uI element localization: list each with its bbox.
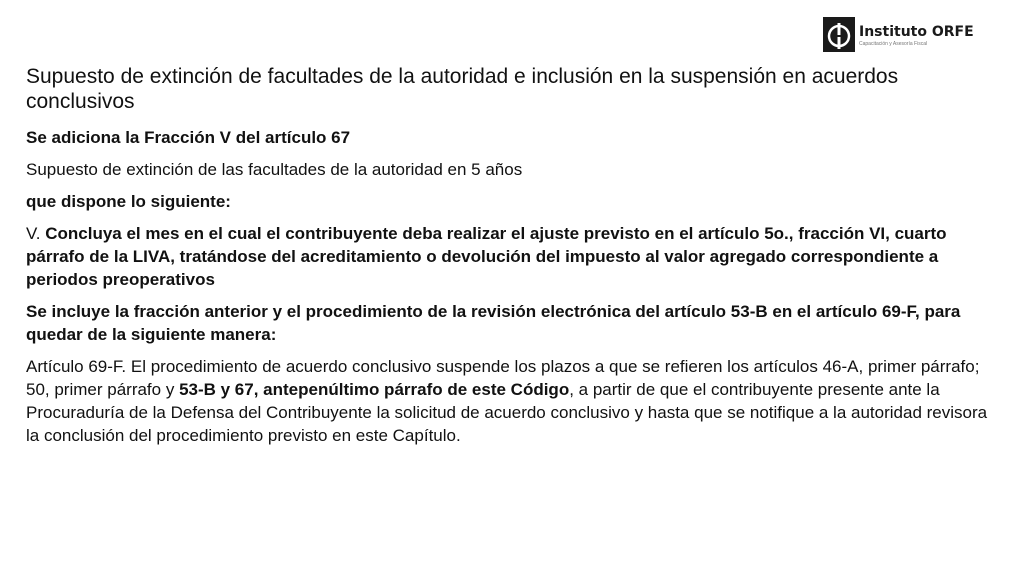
paragraph-inclusion: Se incluye la fracción anterior y el procedimiento de la revisión electrónica del artículo 53-B en el artículo 69-F, para quedar de la siguiente manera: — [26, 302, 961, 344]
fraction-v-prefix: V. — [26, 224, 46, 243]
fraction-v-body: Concluya el mes en el cual el contribuyente deba realizar el ajuste previsto en el artículo 5o., fracción VI, cuarto párrafo de la LIVA, tratándose del acreditamiento o devolución del impuesto al valor agregado correspondiente a periodos preoperativos — [26, 224, 947, 289]
logo-tagline: Capacitación y Asesoría Fiscal — [859, 41, 928, 47]
slide-title: Supuesto de extinción de facultades de la autoridad e inclusión en la suspensión en acuerdos conclusivos — [26, 65, 899, 113]
articulo-69f-bold: 53-B y 67, antepenúltimo párrafo de este Código — [179, 380, 570, 399]
articulo-69f-part1: Artículo 69-F. El procedimiento de acuerdo conclusivo suspende los plazos a que se refieren los artículos 46-A, primer párrafo; 50, primer párrafo y — [26, 357, 980, 399]
orfe-logo-icon — [823, 17, 855, 52]
institute-logo — [823, 17, 1013, 55]
paragraph-extincion: Supuesto de extinción de las facultades de la autoridad en 5 años — [26, 160, 523, 179]
paragraph-fraction-v-text — [26, 222, 996, 291]
paragraph-fraccion-v: Se adiciona la Fracción V del artículo 67 — [26, 128, 351, 147]
articulo-69f-part2: , a partir de que el contribuyente presente ante la Procuraduría de la Defensa del Contribuyente la solicitud de acuerdo conclusivo y hasta que se notifique a la autoridad revisora la conclusión del procedimiento previsto en este Capítulo. — [26, 380, 988, 445]
paragraph-articulo-69f — [26, 355, 996, 447]
slide-content — [26, 64, 996, 456]
paragraph-dispone: que dispone lo siguiente: — [26, 192, 231, 211]
logo-name: Instituto ORFE — [859, 24, 974, 40]
